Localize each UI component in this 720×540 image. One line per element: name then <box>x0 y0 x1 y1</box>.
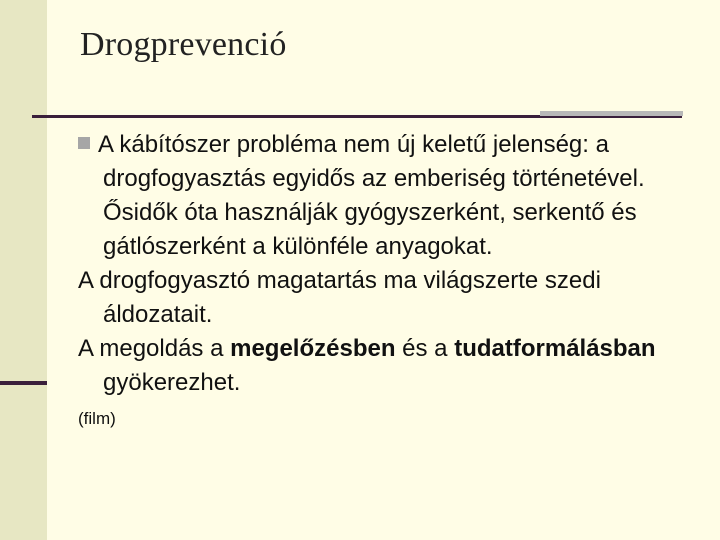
emphasis-megelozes: megelőzésben <box>230 335 396 362</box>
slide-body <box>78 128 678 430</box>
paragraph-2: A drogfogyasztó magatartás ma világszerte szedi áldozatait. <box>78 267 601 328</box>
slide-title: Drogprevenció <box>80 26 287 63</box>
square-bullet-icon <box>78 137 90 149</box>
title-underline-accent <box>540 111 683 116</box>
emphasis-tudatformalas: tudatformálásban <box>454 335 656 362</box>
paragraph-1: A kábítószer probléma nem új keletű jelenség: a drogfogyasztás egyidős az emberiség történetével. Ősidők óta használják gyógyszerként, serkentő és gátlószerként a különféle anyagokat. <box>78 128 678 264</box>
paragraph-3: A megoldás a megelőzésben és a tudatformálásban gyökerezhet. <box>78 335 656 396</box>
left-decorative-band <box>0 0 47 540</box>
left-accent-line <box>0 381 47 385</box>
film-note: (film) <box>78 409 116 428</box>
